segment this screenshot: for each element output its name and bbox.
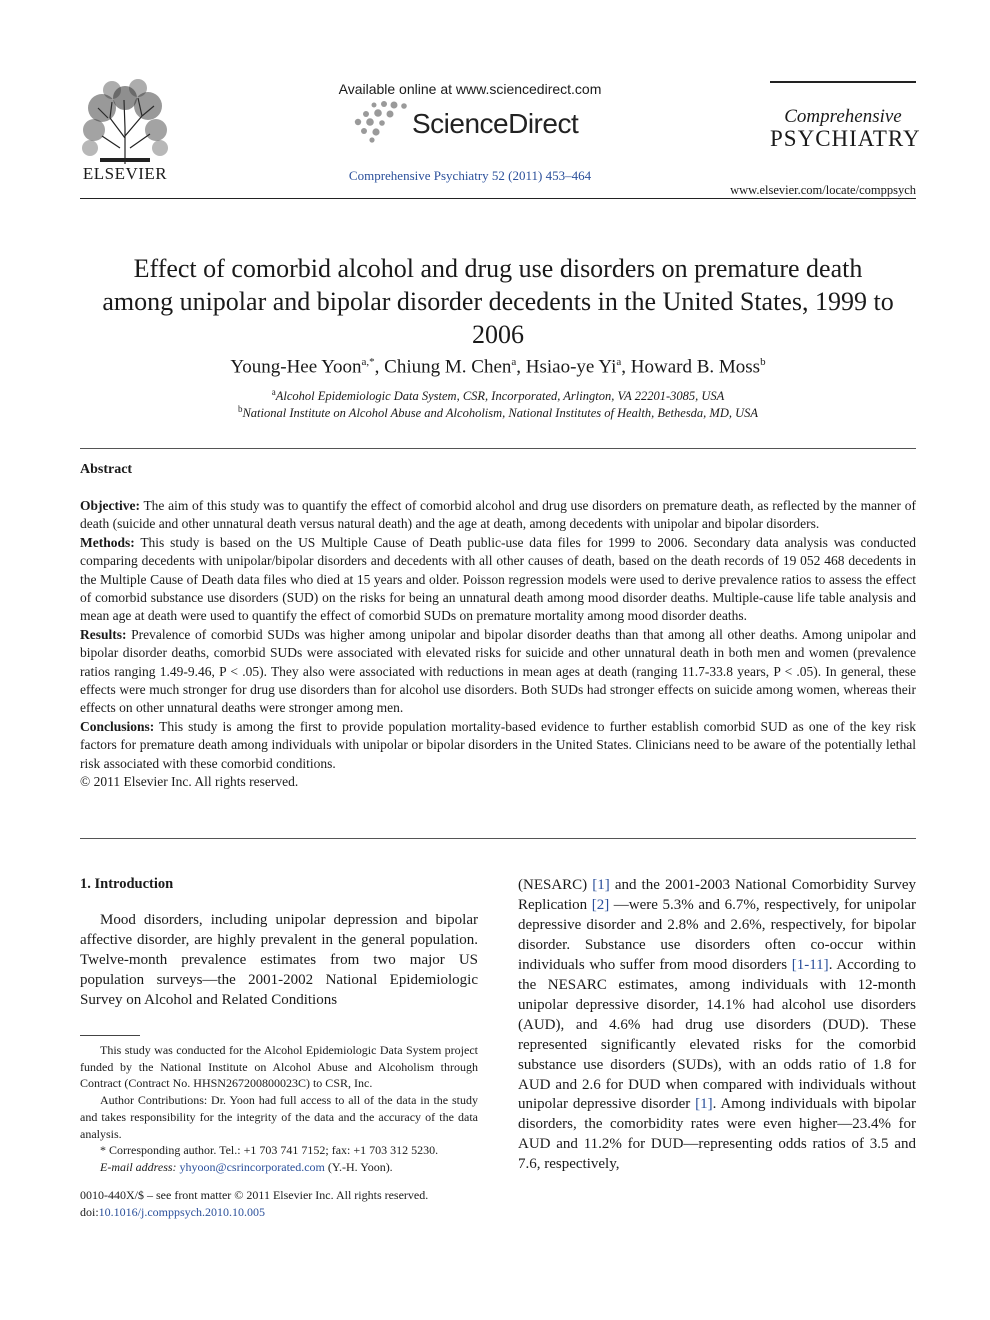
intro-paragraph-continued: (NESARC) [1] and the 2001-2003 National Comorbidity Survey Replication [2] —were 5.3% and 6.7%, respectively, for unipolar depressive disorder and 2.8% and 2.6%, respectively, for bipolar disorder. Substance use disorders often co-occur within individuals who suffer from mood disorders [1-11]. According to the NESARC estimates, among individuals with 12-month unipolar depressive disorder, 14.1% had alcohol use disorders (AUD), and 4.6% had drug use disorders (DUD). These represented significantly elevated risks for the comorbid substance use disorders (SUDs), with an odds ratio of 1.8 for AUD and 2.6 for DUD when compared with individuals without unipolar depressive disorder [1]. Among individuals with bipolar disorders, the comorbidity rates were even higher—23.4% for AUD and 11.2% for DUD—representing odds ratios of 3.5 and 7.6, respectively,: [518, 877, 917, 1173]
footnote-rule: [80, 1035, 140, 1036]
author-name: Young-Hee Yoon: [230, 356, 362, 378]
doi-line: doi:10.1016/j.comppsych.2010.10.005: [80, 1205, 265, 1219]
header-divider: [80, 198, 916, 199]
section-heading: 1. Introduction: [80, 876, 174, 892]
abstract-objective: Objective: The aim of this study was to quantify the effect of comorbid alcohol and drug use disorders on premature death, as reflected by the manner of death (suicide and other unnatural death versus natural death) and the age at death, among decedents with unipolar and bipolar disorders.: [80, 498, 916, 532]
reference-link[interactable]: [1]: [695, 1096, 713, 1113]
author-name: Chiung M. Chen: [384, 356, 512, 378]
affiliation-b: $^b$National Institute on Alcohol Abuse and Alcoholism, National Institutes of Health, Bethesda, MD, USA: [237, 404, 759, 421]
abstract-top-rule: [80, 448, 916, 449]
journal-logo-rule: [770, 81, 916, 83]
reference-link[interactable]: [2]: [591, 896, 610, 913]
journal-url[interactable]: www.elsevier.com/locate/comppsych: [730, 183, 916, 197]
abstract-results: Results: Prevalence of comorbid SUDs was higher among unipolar and bipolar disorder deaths than that among all other deaths. Among unipolar and bipolar disorder deaths, comorbid SUDs were associated with elevated risks for suicide and other unnatural death in both men and women (prevalence ratios ranging 1.49-9.46, P < .05). They also were associated with reductions in mean ages at death (ranging 11.7-33.8 years, P < .05). In general, these effects were much stronger for drug use disorders than for alcohol use disorders. Both SUDs had stronger effects on suicide among women, whereas their effects on other unnatural deaths were stronger among men.: [80, 626, 917, 716]
sciencedirect-wordmark: ScienceDirect: [412, 108, 579, 139]
author-affiliation-mark: a: [616, 356, 622, 368]
reference-link[interactable]: [1-11]: [791, 956, 829, 973]
corresponding-author-note: * Corresponding author. Tel.: +1 703 741 7152; fax: +1 703 312 5230.: [100, 1143, 439, 1158]
available-online-text: Available online at www.sciencedirect.com: [338, 81, 602, 97]
left-column: [80, 876, 478, 1011]
sciencedirect-logo[interactable]: [352, 100, 592, 148]
doi-link[interactable]: 10.1016/j.comppsych.2010.10.005: [98, 1205, 265, 1219]
author-affiliation-mark: b: [760, 356, 766, 368]
abstract-methods: Methods: This study is based on the US Multiple Cause of Death public-use data files for 1999 to 2006. Secondary data analysis was conducted comparing decedents with unipolar/bipolar disorders and decedents with all other causes of death, based on the death records of 19 052 468 decedents in the Multiple Cause of Death data files who died at 15 years and older. Poisson regression models were used to derive prevalence ratios to assess the effect of comorbid substance use disorders (SUD) on the risks for being an unnatural death among mood disorder deaths. Multiple-cause life table analysis and mean age at death were used to quantify the effect of comorbid SUDs on premature mortality among mood disorder deaths.: [80, 534, 916, 624]
email-link[interactable]: yhyoon@csrincorporated.com: [179, 1159, 325, 1174]
intro-paragraph: Mood disorders, including unipolar depression and bipolar affective disorder, are highly prevalent in the general population. Twelve-month prevalence estimates from two major US population surveys—the 2001-2002 National Epidemiologic Survey on Alcohol and Related Conditions: [80, 912, 478, 1008]
abstract-bottom-rule: [80, 838, 916, 839]
journal-citation[interactable]: Comprehensive Psychiatry 52 (2011) 453–464: [348, 168, 592, 183]
abstract-conclusions: Conclusions: This study is among the first to provide population mortality-based evidence to further establish comorbid SUD as one of the key risk factors for premature death among individuals with unipolar or bipolar disorders in the United States. Clinicians need to be aware of the potentially lethal risk associated with these comorbid conditions.: [80, 718, 916, 771]
contributions-note: Author Contributions: Dr. Yoon had full access to all of the data in the study and takes responsibility for the integrity of the data and the accuracy of the data analysis.: [80, 1093, 478, 1141]
author-name: Hsiao-ye Yi: [525, 356, 617, 378]
email-note: E-mail address: yhyoon@csrincorporated.com (Y.-H. Yoon).: [100, 1159, 393, 1174]
author-affiliation-mark: a,*: [361, 356, 375, 368]
footnotes: [80, 1042, 478, 1176]
elsevier-logo: [80, 78, 170, 184]
funding-note: This study was conducted for the Alcohol Epidemiologic Data System project funded by the National Institute on Alcohol Abuse and Alcoholism through Contract (Contract No. HHSN267200800023C) to CSR, Inc.: [80, 1043, 478, 1091]
author-name: Howard B. Moss: [630, 356, 761, 378]
front-matter: [80, 1187, 478, 1221]
author-affiliation-mark: a: [511, 356, 517, 368]
journal-logo-line2: PSYCHIATRY: [770, 126, 921, 151]
abstract-heading: Abstract: [80, 462, 133, 477]
abstract-body: [80, 497, 916, 792]
article-title: Effect of comorbid alcohol and drug use disorders on premature death among unipolar and bipolar disorder decedents in the United States, 1999 to 2006: [102, 254, 894, 349]
sciencedirect-dots-icon: [352, 100, 410, 144]
author-list: Young-Hee Yoon$^{a,*}$, Chiung M. Chen$^a$, Hsiao-ye Yi$^a$, Howard B. Moss$^b$: [230, 356, 766, 378]
publisher-wordmark: ELSEVIER: [82, 164, 168, 183]
journal-logo-line1: Comprehensive: [784, 106, 902, 127]
reference-link[interactable]: [1]: [592, 877, 610, 893]
right-column: [518, 876, 916, 1175]
issn-line: 0010-440X/$ – see front matter © 2011 Elsevier Inc. All rights reserved.: [80, 1188, 429, 1202]
copyright-notice: © 2011 Elsevier Inc. All rights reserved.: [80, 774, 299, 790]
affiliation-a: $^a$Alcohol Epidemiologic Data System, CSR, Incorporated, Arlington, VA 22201-3085, USA: [271, 387, 725, 404]
